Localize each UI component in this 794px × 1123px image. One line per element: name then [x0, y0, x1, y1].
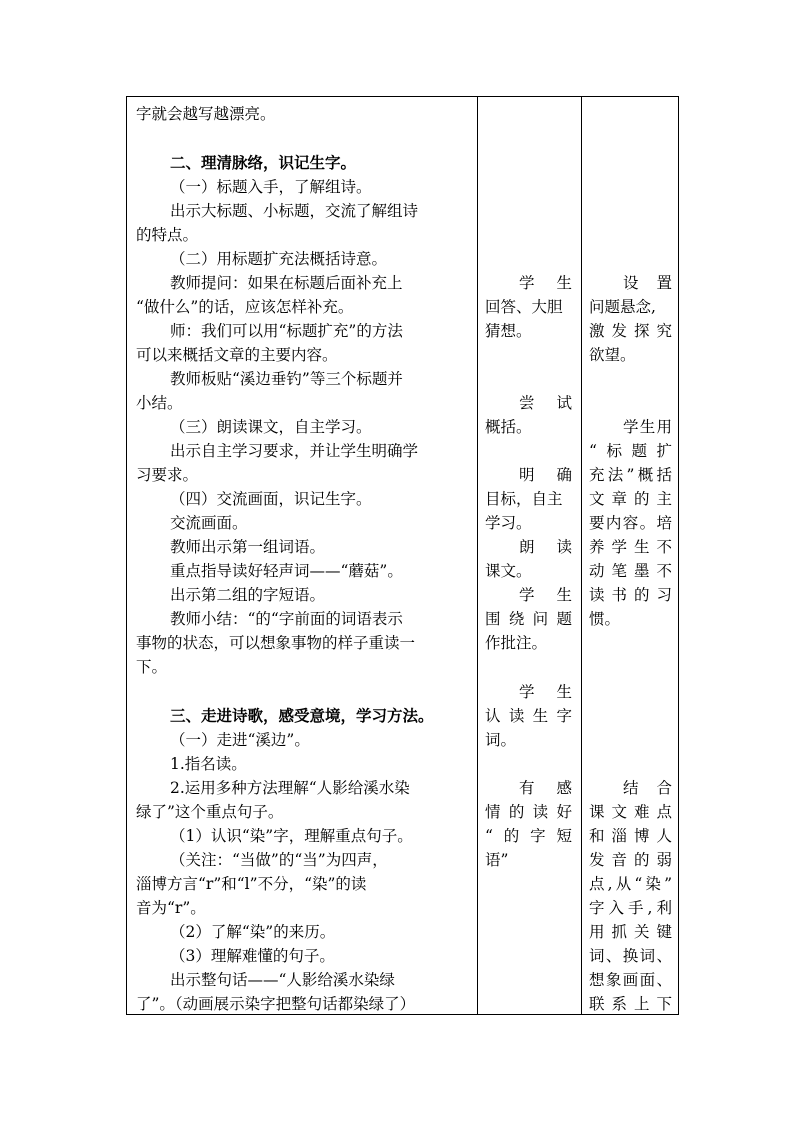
- col3-text-line: 设 置: [623, 274, 672, 292]
- col1-text-line: （三）朗读课文，自主学习。: [170, 418, 372, 436]
- col3-text-line: 联系上下: [589, 995, 672, 1013]
- col1-text-line: 淄博方言“r”和“l”不分，“染”的读: [136, 875, 367, 893]
- col1-text-line: 教师出示第一组词语。: [170, 538, 326, 556]
- col3-text-line: 动笔墨不: [589, 562, 672, 580]
- col2-text-line: “的字短: [485, 827, 572, 845]
- col1-text-line: 交流画面。: [170, 514, 248, 532]
- col1-text-line: 字就会越写越漂亮。: [136, 105, 276, 123]
- col1-text-line: 事物的状态，可以想象事物的样子重读一: [136, 634, 416, 652]
- column-divider-1: [477, 97, 478, 1014]
- col3-text-line: 惯。: [589, 610, 621, 628]
- col1-text-line: （2）了解“染”的来历。: [170, 923, 336, 941]
- col2-text-line: 尝 试: [519, 394, 572, 412]
- col1-text-line: “做什么”的话，应该怎样补充。: [136, 298, 354, 316]
- col2-text-line: 明 确: [519, 466, 572, 484]
- col2-text-line: 回答、大胆: [485, 298, 563, 316]
- col2-text-line: 课文。: [485, 562, 532, 580]
- col3-text-line: 和淄博人: [589, 827, 672, 845]
- col3-text-line: 想象画面、: [589, 971, 672, 989]
- col1-text-line: 师：我们可以用“标题扩充”的方法: [170, 322, 403, 340]
- col2-text-line: 概括。: [485, 418, 532, 436]
- col3-text-line: 文章的主: [589, 490, 672, 508]
- col1-text-line: （四）交流画面，识记生字。: [170, 490, 372, 508]
- col2-text-line: 作批注。: [485, 634, 548, 652]
- col1-text-line: 出示整句话——“人影给溪水染绿: [170, 971, 395, 989]
- col2-text-line: 词。: [485, 731, 517, 749]
- col1-text-line: 小结。: [136, 394, 183, 412]
- col3-text-line: 要内容。培: [589, 514, 672, 532]
- col1-text-line: 重点指导读好轻声词——“蘑菇”。: [170, 562, 403, 580]
- col1-text-line: 二、理清脉络，识记生字。: [170, 153, 357, 172]
- col1-text-line: 教师板贴“溪边垂钓”等三个标题并: [170, 370, 403, 388]
- col2-text-line: 情的读好: [485, 803, 572, 821]
- col1-text-line: （一）走进“溪边”。: [170, 731, 310, 749]
- col3-text-line: 读书的习: [589, 586, 672, 604]
- col3-text-line: 激发探究: [589, 322, 672, 340]
- col1-text-line: 出示大标题、小标题，交流了解组诗: [170, 202, 419, 220]
- col3-text-line: 词、换词、: [589, 947, 672, 965]
- col2-text-line: 学 生: [519, 683, 572, 701]
- col1-text-line: 绿了”这个重点句子。: [136, 803, 284, 821]
- col2-text-line: 朗 读: [519, 538, 572, 556]
- col3-text-line: “标题扩: [589, 442, 672, 460]
- col3-text-line: 用抓关键: [589, 923, 672, 941]
- col2-text-line: 围绕问题: [485, 610, 572, 628]
- col1-text-line: （二）用标题扩充法概括诗意。: [170, 250, 388, 268]
- col2-text-line: 有 感: [519, 779, 572, 797]
- col1-text-line: （关注：“当做”的“当”为四声，: [170, 851, 388, 869]
- col1-text-line: 教师提问：如果在标题后面补充上: [170, 274, 403, 292]
- col1-text-line: 教师小结：“的“字前面的词语表示: [170, 610, 403, 628]
- col3-text-line: 问题悬念,: [589, 298, 656, 316]
- col2-text-line: 学 生: [519, 586, 572, 604]
- col1-text-line: 可以来概括文章的主要内容。: [136, 346, 338, 364]
- col2-text-line: 学 生: [519, 274, 572, 292]
- col1-text-line: 习要求。: [136, 466, 199, 484]
- col2-text-line: 学习。: [485, 514, 532, 532]
- col1-text-line: 的特点。: [136, 226, 199, 244]
- col3-text-line: 充法”概括: [589, 466, 672, 484]
- col2-text-line: 目标，自主: [485, 490, 563, 508]
- col1-text-line: 三、走进诗歌，感受意境，学习方法。: [170, 706, 434, 725]
- col3-text-line: 课文难点: [589, 803, 672, 821]
- col2-text-line: 认读生字: [485, 707, 572, 725]
- column-divider-2: [581, 97, 582, 1014]
- col1-text-line: 出示自主学习要求，并让学生明确学: [170, 442, 419, 460]
- col3-text-line: 结 合: [623, 779, 672, 797]
- col3-text-line: 欲望。: [589, 346, 636, 364]
- col3-text-line: 发音的弱: [589, 851, 672, 869]
- col2-text-line: 猜想。: [485, 322, 532, 340]
- col1-text-line: （3）理解难懂的句子。: [170, 947, 335, 965]
- col3-text-line: 养学生不: [589, 538, 672, 556]
- col1-text-line: 2.运用多种方法理解“人影给溪水染: [170, 779, 410, 797]
- col1-text-line: 音为“r”。: [136, 899, 206, 917]
- col1-text-line: （一）标题入手，了解组诗。: [170, 178, 372, 196]
- col2-text-line: 语”: [485, 851, 509, 869]
- col3-text-line: 学生用: [623, 418, 672, 436]
- col1-text-line: 出示第二组的字短语。: [170, 586, 326, 604]
- col1-text-line: （1）认识“染”字，理解重点句子。: [170, 827, 413, 845]
- col3-text-line: 点,从“染”: [589, 875, 672, 893]
- col1-text-line: 下。: [136, 658, 168, 676]
- col3-text-line: 字入手,利: [589, 899, 672, 917]
- col1-text-line: 1.指名读。: [170, 755, 247, 773]
- col1-text-line: 了”。（动画展示染字把整句话都染绿了）: [136, 995, 416, 1013]
